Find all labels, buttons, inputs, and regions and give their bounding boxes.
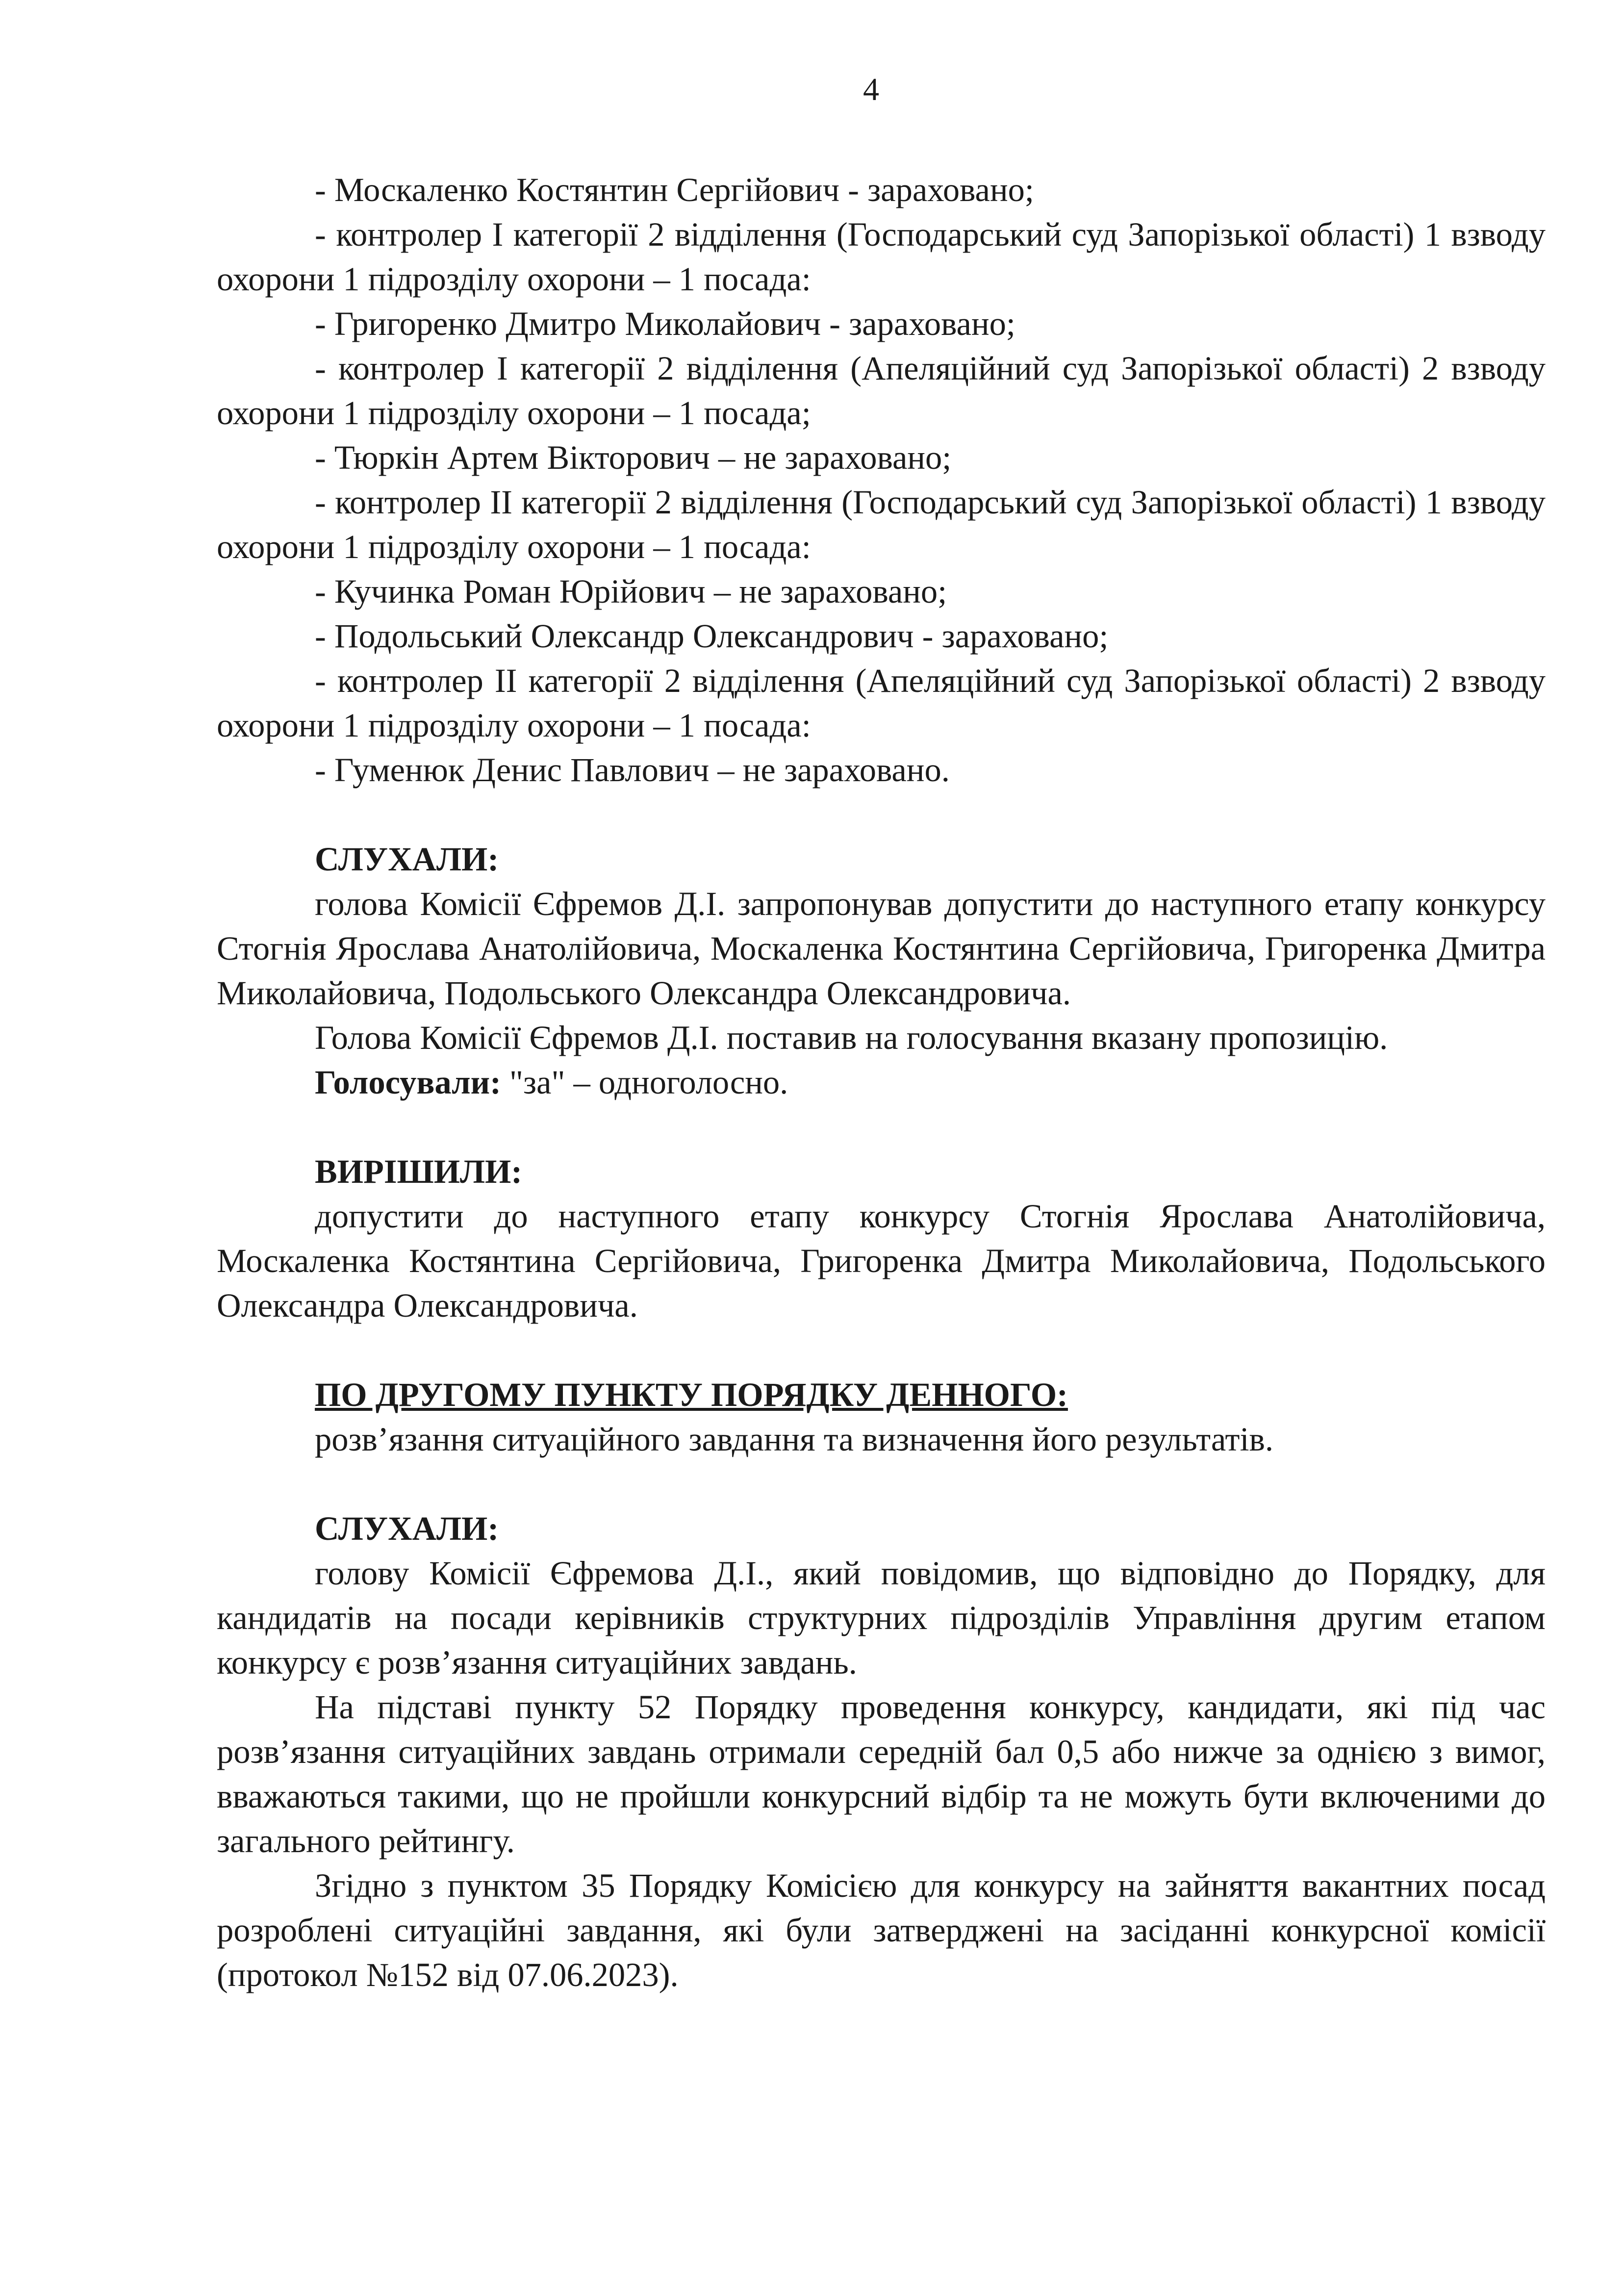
- section-heading-vyrishyly: ВИРІШИЛИ:: [315, 1153, 523, 1190]
- paragraph: допустити до наступного етапу конкурсу Стогнія Ярослава Анатолійовича, Москаленка Костянтина Сергійовича, Григоренка Дмитра Миколайовича, Подольського Олександра Олександровича.: [217, 1198, 1546, 1324]
- section-heading-sluhaly: СЛУХАЛИ:: [315, 841, 499, 878]
- spacer: [217, 792, 1546, 837]
- list-item: - контролер І категорії 2 відділення (Господарський суд Запорізької області) 1 взводу охорони 1 підрозділу охорони – 1 посада:: [217, 216, 1546, 298]
- document-body: [217, 168, 1546, 1997]
- list-item: - контролер І категорії 2 відділення (Апеляційний суд Запорізької області) 2 взводу охорони 1 підрозділу охорони – 1 посада;: [217, 350, 1546, 432]
- paragraph: На підставі пункту 52 Порядку проведення конкурсу, кандидати, які під час розв’язання ситуаційних завдань отримали середній бал 0,5 або нижче за однією з вимог, вважаються такими, що не пройшли конкурсний відбір та не можуть бути включеними до загального рейтингу.: [217, 1688, 1546, 1860]
- paragraph: голова Комісії Єфремов Д.І. запропонував допустити до наступного етапу конкурсу Стогнія Ярослава Анатолійовича, Москаленка Костянтина Сергійовича, Григоренка Дмитра Миколайовича, Подольського Олександра Олександровича.: [217, 885, 1546, 1012]
- list-item: - контролер ІІ категорії 2 відділення (Господарський суд Запорізької області) 1 взводу охорони 1 підрозділу охорони – 1 посада:: [217, 484, 1546, 565]
- list-item: - контролер ІІ категорії 2 відділення (Апеляційний суд Запорізької області) 2 взводу охорони 1 підрозділу охорони – 1 посада:: [217, 662, 1546, 744]
- paragraph: голову Комісії Єфремова Д.І., який повідомив, що відповідно до Порядку, для кандидатів на посади керівників структурних підрозділів Управління другим етапом конкурсу є розв’язання ситуаційних завдань.: [217, 1555, 1546, 1681]
- page-number: 4: [863, 72, 879, 107]
- paragraph: Згідно з пунктом 35 Порядку Комісією для конкурсу на зайняття вакантних посад розроблені ситуаційні завдання, які були затверджені на засіданні конкурсної комісії (протокол №152 від 07.06.2023).: [217, 1867, 1546, 1993]
- list-item: - Москаленко Костянтин Сергійович - зараховано;: [315, 171, 1034, 208]
- vote-label: Голосували:: [315, 1064, 501, 1101]
- list-item: - Григоренко Дмитро Миколайович - зараховано;: [315, 305, 1015, 342]
- paragraph: Голова Комісії Єфремов Д.І. поставив на голосування вказану пропозицію.: [315, 1019, 1388, 1056]
- section-heading-sluhaly-2: СЛУХАЛИ:: [315, 1510, 499, 1547]
- vote-text: "за" – одноголосно.: [501, 1064, 788, 1101]
- list-item: - Гуменюк Денис Павлович – не зараховано.: [315, 751, 950, 789]
- list-item: - Кучинка Роман Юрійович – не зараховано;: [315, 573, 947, 610]
- section-heading-point2: ПО ДРУГОМУ ПУНКТУ ПОРЯДКУ ДЕННОГО:: [315, 1376, 1068, 1413]
- spacer: [217, 1462, 1546, 1506]
- spacer: [217, 1328, 1546, 1373]
- list-item: - Тюркін Артем Вікторович – не зараховано;: [315, 439, 952, 476]
- list-item: - Подольський Олександр Олександрович - зараховано;: [315, 617, 1109, 655]
- vote-line: [217, 1060, 1546, 1105]
- spacer: [217, 1105, 1546, 1149]
- paragraph: розв’язання ситуаційного завдання та визначення його результатів.: [315, 1421, 1273, 1458]
